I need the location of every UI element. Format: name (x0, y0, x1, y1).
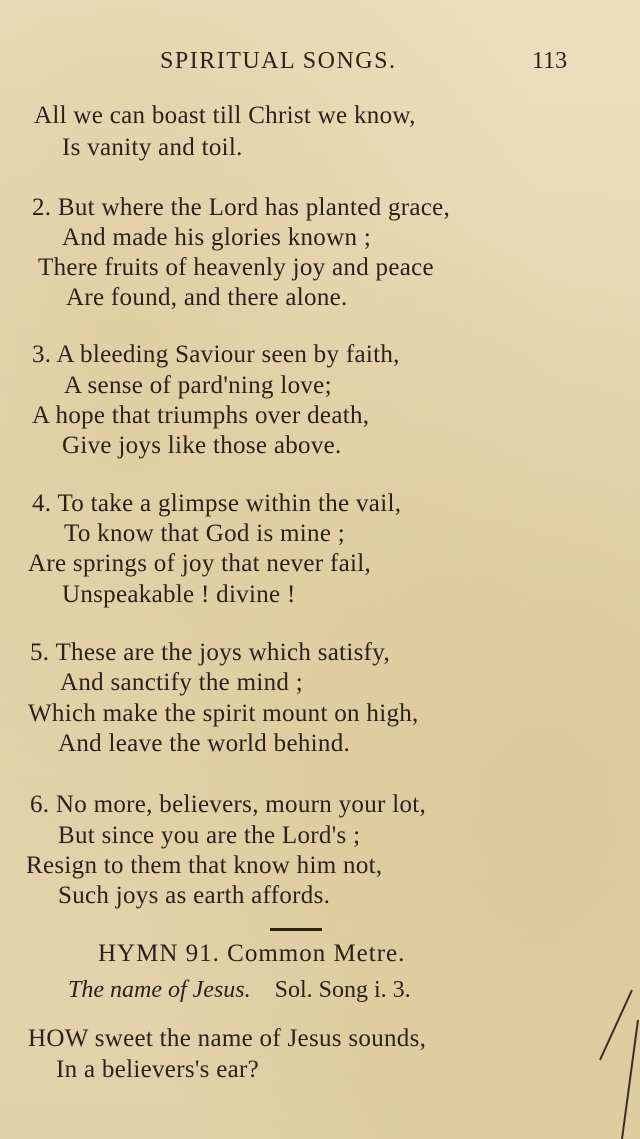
verse-line: Are found, and there alone. (66, 284, 348, 311)
verse-line: There fruits of heavenly joy and peace (38, 254, 434, 281)
section-rule (270, 928, 322, 931)
page-number: 113 (532, 48, 568, 74)
verse-line: 5. These are the joys which satisfy, (30, 639, 391, 666)
page-edge-mark (560, 980, 640, 1139)
hymn-subtitle (68, 977, 411, 1004)
verse-line: All we can boast till Christ we know, (34, 102, 416, 129)
verse-line: 4. To take a glimpse within the vail, (32, 490, 402, 517)
verse-line: But since you are the Lord's ; (58, 822, 361, 849)
verse-line: Is vanity and toil. (62, 134, 243, 161)
verse-line: Resign to them that know him not, (26, 852, 383, 879)
subtitle-reference: Sol. Song i. 3. (274, 977, 411, 1003)
verse-line: Unspeakable ! divine ! (62, 581, 296, 608)
page-header (0, 44, 640, 84)
verse-line: And made his glories known ; (62, 224, 372, 251)
verse-line: HOW sweet the name of Jesus sounds, (28, 1025, 427, 1052)
hymn-title: HYMN 91. Common Metre. (98, 940, 406, 967)
verse-line: Are springs of joy that never fail, (28, 550, 372, 577)
verse-line: Give joys like those above. (62, 432, 342, 459)
verse-line: 6. No more, believers, mourn your lot, (30, 791, 427, 818)
verse-line: Such joys as earth affords. (58, 882, 331, 909)
verse-line: A sense of pard'ning love; (64, 372, 332, 399)
verse-line: To know that God is mine ; (64, 520, 346, 547)
running-title: SPIRITUAL SONGS. (160, 48, 397, 74)
verse-line: A hope that triumphs over death, (32, 402, 370, 429)
verse-line: In a believers's ear? (56, 1056, 260, 1083)
verse-line: And sanctify the mind ; (60, 669, 303, 696)
verse-line: Which make the spirit mount on high, (28, 700, 419, 727)
subtitle-theme: The name of Jesus. (68, 977, 251, 1003)
verse-line: 3. A bleeding Saviour seen by faith, (32, 341, 400, 368)
verse-line: And leave the world behind. (58, 730, 351, 757)
verse-line: 2. But where the Lord has planted grace, (32, 194, 451, 221)
